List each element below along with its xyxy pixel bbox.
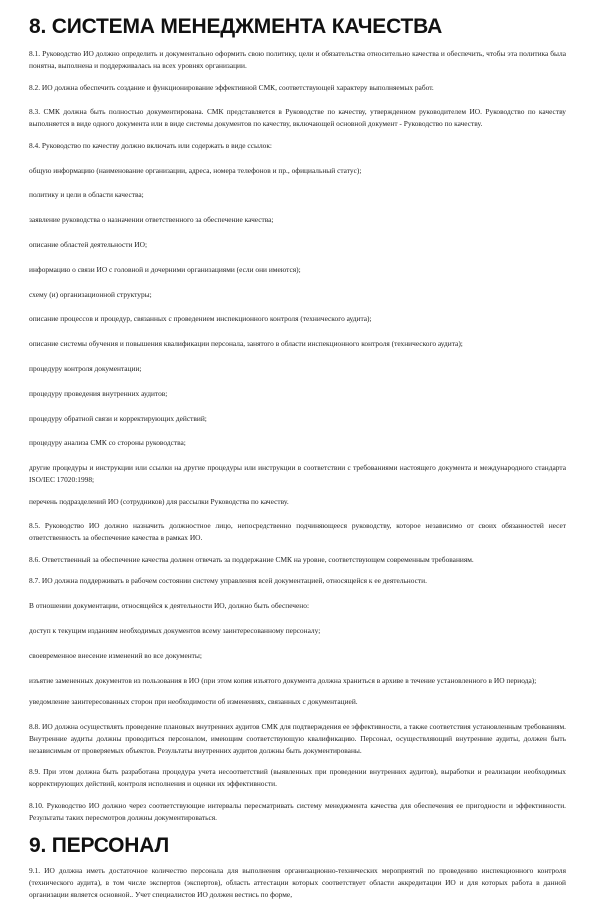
list-item: процедуру анализа СМК со стороны руководства; bbox=[29, 438, 186, 448]
clause-9-1: 9.1. ИО должна иметь достаточное количество персонала для выполнения организационно-технических мероприятий по проведению инспекционного контроля (технического аудита), в том числе экспертов (экспертов), область аттестации которых соответствует области аккредитации ИО и для которых работа в данной организации является основной.. Учет специалистов ИО должен вестись по форме, bbox=[29, 866, 566, 900]
section-9-title: 9. ПЕРСОНАЛ bbox=[29, 834, 170, 858]
clause-8-3: 8.3. СМК должна быть полностью документирована. СМК представляется в Руководстве по качеству, утвержденном руководителем ИО. Руководство по качеству выполняется в виде одного документа или в виде системы документов по качеству, включающей основной документ - Руководство по качеству. bbox=[29, 107, 566, 129]
clause-8-4: 8.4. Руководство по качеству должно включать или содержать в виде ссылок: bbox=[29, 140, 272, 150]
list-item: изъятие замененных документов из пользования в ИО (при этом копия изъятого документа должна храниться в архиве в течение установленного в ИО периода); bbox=[29, 675, 537, 685]
list-item: процедуру обратной связи и корректирующих действий; bbox=[29, 413, 207, 423]
list-item: описание областей деятельности ИО; bbox=[29, 239, 148, 249]
list-item: процедуру контроля документации; bbox=[29, 363, 142, 373]
clause-8-6: 8.6. Ответственный за обеспечение качества должен отвечать за поддержание СМК на уровне, соответствующем современным требованиям. bbox=[29, 554, 474, 564]
list-item: описание процессов и процедур, связанных с проведением инспекционного контроля (технического аудита); bbox=[29, 314, 372, 324]
clause-8-5: 8.5. Руководство ИО должно назначить должностное лицо, непосредственно подчиняющееся руководству, которое независимо от своих обязанностей несет ответственность за обеспечение качества в рамках ИО. bbox=[29, 521, 566, 543]
clause-8-9: 8.9. При этом должна быть разработана процедура учета несоответствий (выявленных при проведении внутренних аудитов), выработки и реализации необходимых корректирующих действий, контроля исполнения и оценки их эффективности. bbox=[29, 767, 566, 789]
section-8-body bbox=[29, 48, 566, 824]
clause-8-10: 8.10. Руководство ИО должно через соответствующие интервалы пересматривать систему менеджмента качества для обеспечения ее пригодности и эффективности. Результаты таких пересмотров должны документироваться. bbox=[29, 800, 566, 822]
list-item: другие процедуры и инструкции или ссылки на другие процедуры или инструкции в соответствии с требованиями настоящего документа и международного стандарта ISO/IEC 17020:1998; bbox=[29, 463, 566, 485]
clause-8-8: 8.8. ИО должна осуществлять проведение плановых внутренних аудитов СМК для подтверждения ее эффективности, а также соответствия установленным требованиям. Внутренние аудиты должны проводиться персоналом, имеющим соответствующую квалификацию. Персонал, осуществляющий внутренние аудиты, должен быть независимым от проверяемых объектов. Результаты внутренних аудитов должны быть документированы. bbox=[29, 721, 566, 755]
section-8-title: 8. СИСТЕМА МЕНЕДЖМЕНТА КАЧЕСТВА bbox=[29, 15, 443, 38]
list-item: заявление руководства о назначении ответственного за обеспечение качества; bbox=[29, 215, 274, 225]
list-item: информацию о связи ИО с головной и дочерними организациями (если они имеются); bbox=[29, 264, 301, 274]
clause-8-1: 8.1. Руководство ИО должно определить и документально оформить свою политику, цели и обязательства относительно качества и обеспечить, чтобы эта политика была понятна, выполнена и поддерживалась на всех уровнях организации. bbox=[29, 49, 566, 70]
document-page bbox=[29, 14, 566, 911]
list-item: доступ к текущим изданиям необходимых документов всему заинтересованному персоналу; bbox=[29, 626, 321, 636]
list-item: перечень подразделений ИО (сотрудников) для рассылки Руководства по качеству. bbox=[29, 496, 289, 506]
list-item: описание системы обучения и повышения квалификации персонала, занятого в области инспекционного контроля (технического аудита); bbox=[29, 339, 463, 349]
documentation-intro: В отношении документации, относящейся к деятельности ИО, должно быть обеспечено: bbox=[29, 601, 309, 611]
list-item: уведомление заинтересованных сторон при необходимости об изменениях, связанных с документацией. bbox=[29, 697, 358, 707]
list-item: процедуру проведения внутренних аудитов; bbox=[29, 388, 168, 398]
clause-8-7: 8.7. ИО должна поддерживать в рабочем состоянии систему управления всей документацией, относящейся к ее деятельности. bbox=[29, 576, 427, 586]
list-item: схему (и) организационной структуры; bbox=[29, 289, 152, 299]
list-item: общую информацию (наименование организации, адреса, номера телефонов и пр., официальный статус); bbox=[29, 165, 362, 175]
list-item: своевременное внесение изменений во все документы; bbox=[29, 650, 202, 660]
section-9-body bbox=[29, 865, 566, 901]
clause-8-2: 8.2. ИО должна обеспечить создание и функционирование эффективной СМК, соответствующей характеру выполняемых работ. bbox=[29, 82, 434, 92]
list-item: политику и цели в области качества; bbox=[29, 190, 144, 200]
